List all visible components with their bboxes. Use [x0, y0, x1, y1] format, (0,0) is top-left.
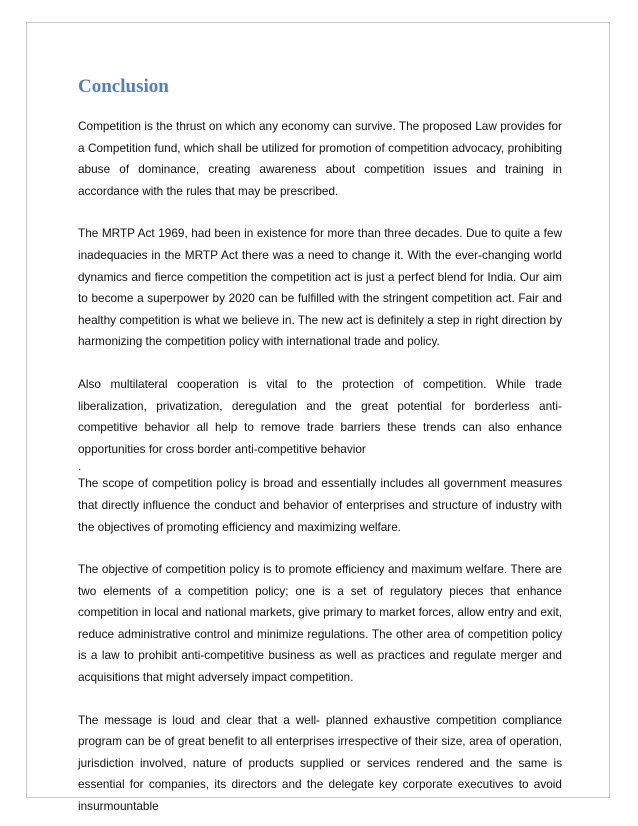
paragraph-competition-fund: Competition is the thrust on which any economy can survive. The proposed Law provides for a Competition fund, which shall be utilized for promotion of competition advocacy, prohibiting abuse of dominance, creating awareness about competition issues and training in accordance with the rules that may be prescribed.	[78, 119, 562, 198]
section-heading: Conclusion	[78, 76, 169, 97]
paragraph-scope: The scope of competition policy is broad and essentially includes all government measures that directly influence the conduct and behavior of enterprises and structure of industry with the objectives of promoting efficiency and maximizing welfare.	[78, 476, 562, 534]
paragraph-mrtp-act: The MRTP Act 1969, had been in existence for more than three decades. Due to quite a few inadequacies in the MRTP Act there was a need to change it. With the ever-changing world dynamics and fierce competition the competition act is just a perfect blend for India. Our aim to become a superpower by 2020 can be fulfilled with the stringent competition act. Fair and healthy competition is what we believe in. The new act is definitely a step in right direction by harmonizing the competition policy with international trade and policy.	[78, 226, 562, 349]
paragraph-message: The message is loud and clear that a well- planned exhaustive competition compliance program can be of great benefit to all enterprises irrespective of their size, area of operation, jurisdiction involved, nature of products supplied or services rendered and the same is essential for companies, its directors and the delegate key corporate executives to avoid insurmountable	[78, 712, 562, 814]
document-content	[78, 74, 562, 818]
paragraph-multilateral-cooperation: Also multilateral cooperation is vital to the protection of competition. While trade liberalization, privatization, deregulation and the great potential for borderless anti-competitive behavior all help to remove trade barriers these trends can also enhance opportunities for cross border anti-competitive behavior	[78, 376, 562, 456]
stray-period: .	[78, 459, 82, 474]
paragraph-objective: The objective of competition policy is to promote efficiency and maximum welfare. There are two elements of a competition policy; one is a set of regulatory pieces that enhance competition in local and national markets, give primary to market forces, allow entry and exit, reduce administrative control and minimize regulations. The other area of competition policy is a law to prohibit anti-competitive business as well as practices and regulate merger and acquisitions that might adversely impact competition.	[78, 562, 562, 685]
